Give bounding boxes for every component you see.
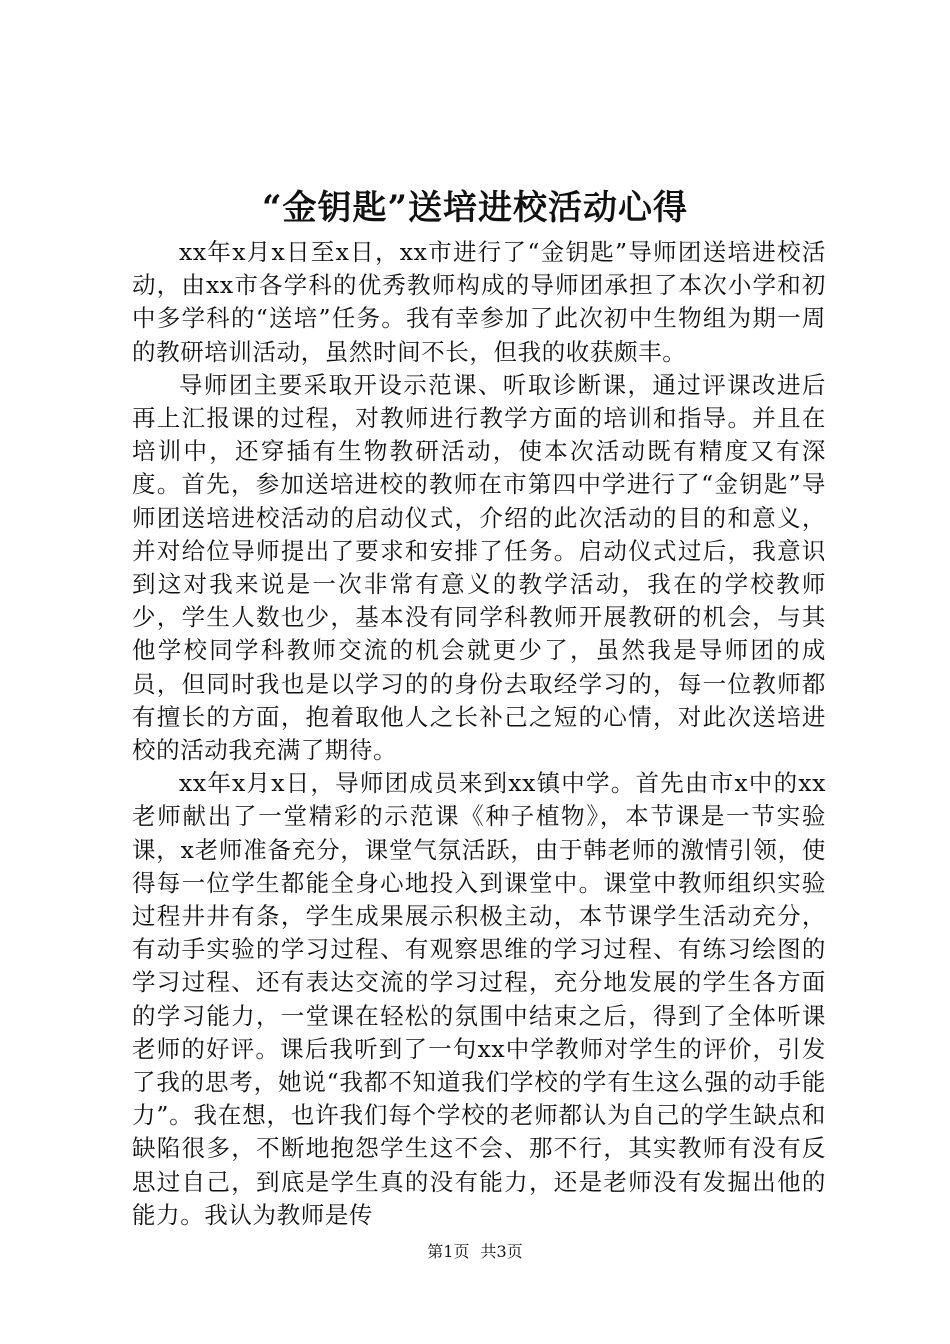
paragraph-1: xx年x月x日至x日，xx市进行了“金钥匙”导师团送培进校活动，由xx市各学科的优秀教师构成的导师团承担了本次小学和初中多学科的“送培”任务。我有幸参加了此次初中生物组为期一周的教研培训活动，虽然时间不长，但我的收获颇丰。 [132, 238, 826, 366]
paragraph-2: 导师团主要采取开设示范课、听取诊断课，通过评课改进后再上汇报课的过程，对教师进行教学方面的培训和指导。并且在培训中，还穿插有生物教研活动，使本次活动既有精度又有深度。首先，参加送培进校的教师在市第四中学进行了“金钥匙”导师团送培进校活动的启动仪式，介绍的此次活动的目的和意义，并对给位导师提出了要求和安排了任务。启动仪式过后，我意识到这对我来说是一次非常有意义的教学活动，我在的学校教师少，学生人数也少，基本没有同学科教师开展教研的机会，与其他学校同学科教师交流的机会就更少了，虽然我是导师团的成员，但同时我也是以学习的的身份去取经学习的，每一位教师都有擅长的方面，抱着取他人之长补己之短的心情，对此次送培进校的活动我充满了期待。 [132, 370, 826, 765]
page-number: 第1页 [427, 1242, 470, 1261]
document-body [132, 236, 826, 1232]
page-footer [0, 1240, 950, 1264]
paragraph-3: xx年x月x日，导师团成员来到xx镇中学。首先由市x中的xx老师献出了一堂精彩的示范课《种子植物》，本节课是一节实验课，x老师准备充分，课堂气氛活跃，由于韩老师的激情引领，使得每一位学生都能全身心地投入到课堂中。课堂中教师组织实验过程井井有条，学生成果展示积极主动，本节课学生活动充分，有动手实验的学习过程、有观察思维的学习过程、有练习绘图的学习过程、还有表达交流的学习过程，充分地发展的学生各方面的学习能力，一堂课在轻松的氛围中结束之后，得到了全体听课老师的好评。课后我听到了一句xx中学教师对学生的评价，引发了我的思考，她说“我都不知道我们学校的学有生这么强的动手能力”。我在想，也许我们每个学校的老师都认为自己的学生缺点和缺陷很多，不断地抱怨学生这不会、那不行，其实教师有没有反思过自己，到底是学生真的没有能力，还是老师没有发掘出他的能力。我认为教师是传 [132, 769, 826, 1229]
document-title: “金钥匙”送培进校活动心得 [261, 188, 689, 228]
page-total: 共3页 [480, 1242, 523, 1261]
